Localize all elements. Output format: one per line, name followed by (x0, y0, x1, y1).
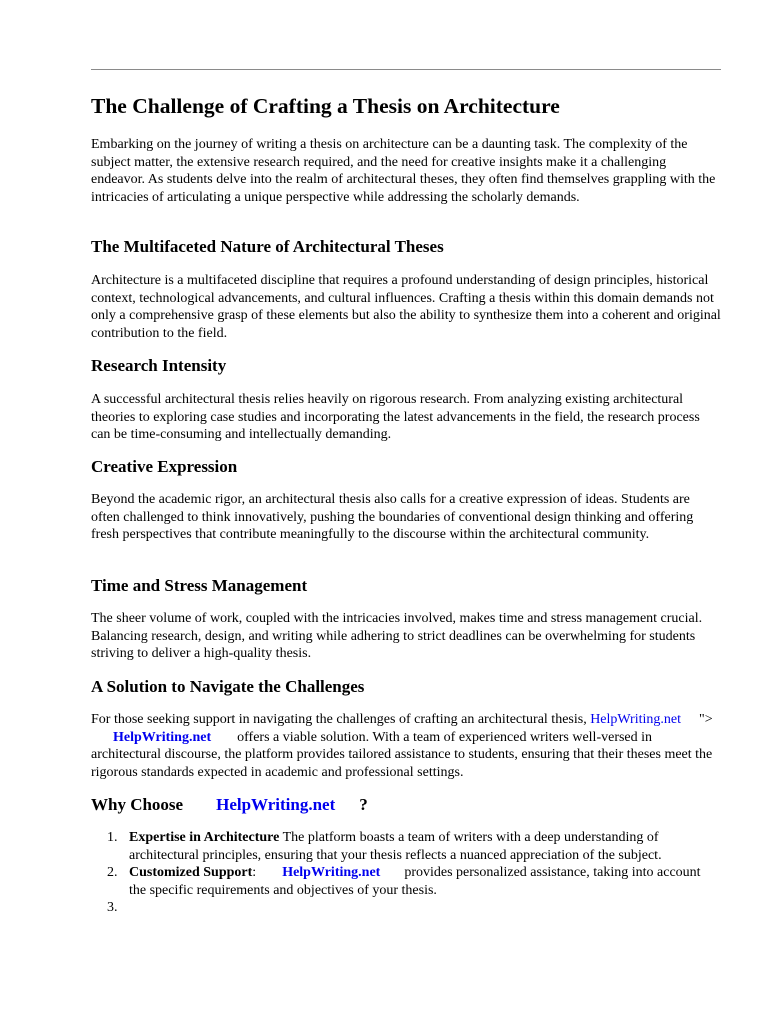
intro-paragraph: Embarking on the journey of writing a thesis on architecture can be a daunting task. The complexity of the subject matter, the extensive research required, and the need for creative insights make it a challenging endeavor. As students delve into the realm of architectural theses, they often find themselves grappling with the intricacies of articulating a unique perspective while addressing the scholarly demands. (91, 137, 716, 205)
helpwriting-link-list[interactable]: HelpWriting.net (282, 865, 381, 880)
section-body-research: A successful architectural thesis relies heavily on rigorous research. From analyzing existing architectural theories to exploring case studies and incorporating the latest advancements in the field, the research process can be time-consuming and intellectually demanding. (91, 392, 700, 442)
section-heading-time: Time and Stress Management (91, 576, 308, 595)
section-body-multifaceted: Architecture is a multifaceted discipline that requires a profound understanding of design principles, historical context, technological advancements, and cultural influences. Crafting a thesis within this domain demands not only a comprehensive grasp of these elements but also the ability to synthesize them into a coherent and original contribution to the field. (91, 273, 721, 341)
page-title: The Challenge of Crafting a Thesis on Architecture (91, 94, 560, 118)
list-item-text: The platform boasts a team of writers with a deep understanding of architectural principles, ensuring that your thesis reflects a nuanced appreciation of the subject. (129, 830, 662, 863)
helpwriting-link-bold[interactable]: HelpWriting.net (113, 729, 212, 745)
section-body-creative: Beyond the academic rigor, an architectural thesis also calls for a creative expression of ideas. Students are often challenged to think innovatively, pushing the boundaries of conventional design thinking and offering fresh perspectives that contribute meaningfully to the discourse within the architectural community. (91, 492, 694, 542)
section-heading-creative: Creative Expression (91, 457, 238, 476)
list-item-number: 3. (107, 900, 118, 915)
why-choose-suffix: ? (359, 795, 368, 814)
section-heading-solution: A Solution to Navigate the Challenges (91, 677, 365, 696)
list-item (91, 864, 721, 899)
list-item-text: provides personalized assistance, taking into account the specific requirements and objectives of your thesis. (129, 865, 701, 898)
why-choose-link[interactable]: HelpWriting.net (216, 795, 336, 814)
list-item-label: Expertise in Architecture (129, 830, 280, 845)
list-item-number: 2. (107, 865, 118, 880)
section-heading-research: Research Intensity (91, 356, 227, 375)
why-choose-heading (91, 794, 368, 816)
list-item (91, 899, 721, 917)
why-choose-list (91, 829, 721, 917)
top-divider (91, 69, 721, 70)
solution-paragraph (91, 711, 721, 781)
section-body-time: The sheer volume of work, coupled with the intricacies involved, makes time and stress management crucial. Balancing research, design, and writing while adhering to strict deadlines can be overwhelming for students striving to deliver a high-quality thesis. (91, 611, 703, 661)
helpwriting-link-plain[interactable]: HelpWriting.net (590, 712, 681, 727)
why-choose-prefix: Why Choose (91, 795, 184, 814)
solution-quote-mark: "> (699, 712, 713, 727)
solution-lead: For those seeking support in navigating the challenges of crafting an architectural thesis, (91, 712, 587, 727)
list-item-colon: : (252, 865, 257, 880)
list-item-number: 1. (107, 830, 118, 845)
list-item (91, 829, 721, 864)
solution-rest: offers a viable solution. With a team of experienced writers well-versed in architectural discourse, the platform provides tailored assistance to students, ensuring that their theses meet the rigorous standards expected in academic and professional settings. (91, 729, 713, 780)
list-item-label: Customized Support (129, 865, 253, 880)
section-heading-multifaceted: The Multifaceted Nature of Architectural Theses (91, 237, 444, 256)
